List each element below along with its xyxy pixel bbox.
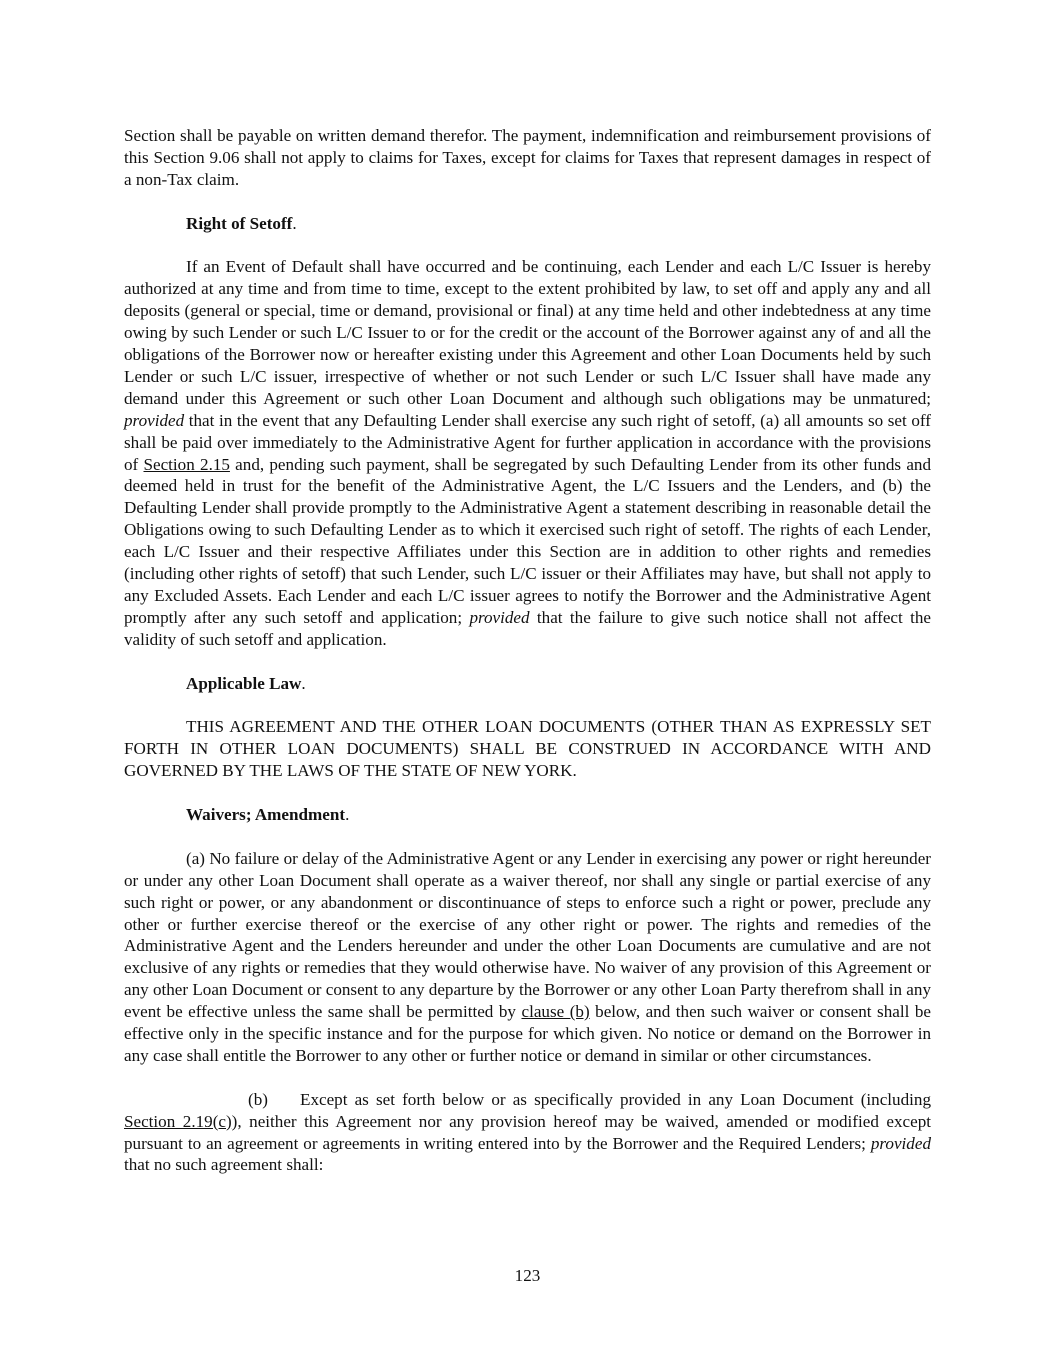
page-number: 123 xyxy=(514,1266,541,1285)
provided-term: provided xyxy=(469,607,530,627)
clause-b-label: (b) xyxy=(248,1089,268,1109)
provided-term: provided xyxy=(870,1133,931,1153)
provided-term: provided xyxy=(124,410,185,430)
setoff-heading: Right of Setoff. xyxy=(186,213,297,233)
waivers-heading: Waivers; Amendment. xyxy=(186,805,350,825)
clause-b-reference: clause (b) xyxy=(521,1002,590,1022)
waivers-heading-title: Waivers; Amendment xyxy=(186,805,346,825)
applicable-law-paragraph: THIS AGREEMENT AND THE OTHER LOAN DOCUMENTS (OTHER THAN AS EXPRESSLY SET FORTH IN OTHER LOAN DOCUMENTS) SHALL BE CONSTRUED IN ACCORDANCE WITH AND GOVERNED BY THE LAWS OF THE STATE OF NEW YORK. xyxy=(124,717,931,781)
applicable-law-heading-title: Applicable Law xyxy=(186,673,302,693)
waivers-paragraph-b: (b) Except as set forth below or as specifically provided in any Loan Document (including Section 2.19(c)), neither this Agreement nor any provision hereof may be waived, amended or modified except pursuant to an agreement or agreements in writing entered into by the Borrower and the Required Lenders; provided that no such agreement shall: xyxy=(124,1089,931,1175)
document-page xyxy=(124,125,931,1176)
intro-paragraph: Section shall be payable on written demand therefor. The payment, indemnification and reimbursement provisions of this Section 9.06 shall not apply to claims for Taxes, except for claims for Taxes that represent damages in respect of a non-Tax claim. xyxy=(124,126,931,189)
setoff-heading-title: Right of Setoff xyxy=(186,213,293,233)
section-2-15-reference: Section 2.15 xyxy=(143,454,230,474)
section-2-19c-reference: Section 2.19(c) xyxy=(124,1111,232,1131)
applicable-law-heading: Applicable Law. xyxy=(186,673,306,693)
setoff-paragraph: If an Event of Default shall have occurred and be continuing, each Lender and each L/C Issuer is hereby authorized at any time and from time to time, except to the extent prohibited by law, to set off and apply any and all deposits (general or special, time or demand, provisional or final) at any time held and other indebtedness at any time owing by such Lender or such L/C Issuer to or for the credit or the account of the Borrower against any of and all the obligations of the Borrower now or hereafter existing under this Agreement and other Loan Documents held by such Lender or such L/C issuer, irrespective of whether or not such Lender or such L/C Issuer shall have made any demand under this Agreement or such other Loan Document and although such obligations may be unmatured; provided that in the event that any Defaulting Lender shall exercise any such right of setoff, (a) all amounts so set off shall be paid over immediately to the Administrative Agent for further application in accordance with the provisions of Section 2.15 and, pending such payment, shall be segregated by such Defaulting Lender from its other funds and deemed held in trust for the benefit of the Administrative Agent, the L/C Issuers and the Lenders, and (b) the Defaulting Lender shall provide promptly to the Administrative Agent a statement describing in reasonable detail the Obligations owing to such Defaulting Lender as to which it exercised such right of setoff. The rights of each Lender, each L/C Issuer and their respective Affiliates under this Section are in addition to other rights and remedies (including other rights of setoff) that such Lender, such L/C issuer or their Affiliates may have, but shall not apply to any Excluded Assets. Each Lender and each L/C issuer agrees to notify the Borrower and the Administrative Agent promptly after any such setoff and application; provided that the failure to give such notice shall not affect the validity of such setoff and application. xyxy=(124,257,931,649)
waivers-paragraph-a: (a) No failure or delay of the Administrative Agent or any Lender in exercising any power or right hereunder or under any other Loan Document shall operate as a waiver thereof, nor shall any single or partial exercise of any such right or power, or any abandonment or discontinuance of steps to enforce such a right or power, preclude any other or further exercise thereof or the exercise of any other right or power. The rights and remedies of the Administrative Agent and the Lenders hereunder and under the other Loan Documents are cumulative and are not exclusive of any rights or remedies that they would otherwise have. No waiver of any provision of this Agreement or any other Loan Document or consent to any departure by the Borrower or any other Loan Party therefrom shall in any event be effective unless the same shall be permitted by clause (b) below, and then such waiver or consent shall be effective only in the specific instance and for the purpose for which given. No notice or demand on the Borrower in any case shall entitle the Borrower to any other or further notice or demand in similar or other circumstances. xyxy=(124,848,931,1065)
